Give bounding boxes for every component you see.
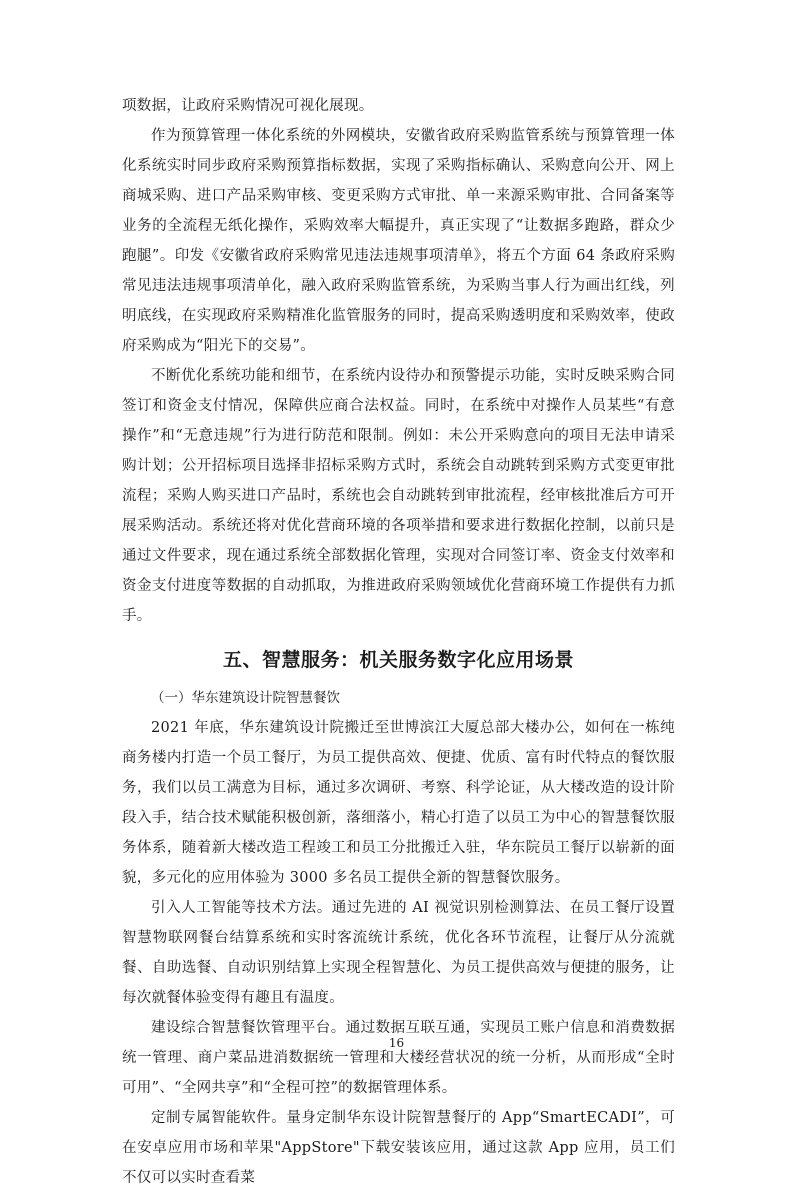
subsection-heading: （一）华东建筑设计院智慧餐饮 — [151, 690, 340, 706]
paragraph-system-optimization: 不断优化系统功能和细节，在系统内设待办和预警提示功能，实时反映采购合同签订和资金支付情况，保障供应商合法权益。同时，在系统中对操作人员某些“有意操作”和“无意违规”行为进行防范和限制。例如：未公开采购意向的项目无法申请采购计划；公开招标项目选择非招标采购方式时，系统会自动跳转到采购方式变更审批流程；采购人购买进口产品时，系统也会自动跳转到审批流程，经审核批准后方可开展采购活动。系统还将对优化营商环境的各项举措和要求进行数据化控制，以前只是通过文件要求，现在通过系统全部数据化管理，实现对合同签订率、资金支付效率和资金支付进度等数据的自动抓取，为推进政府采购领域优化营商环境工作提供有力抓手。 — [122, 368, 675, 624]
section-heading: 五、智慧服务：机关服务数字化应用场景 — [222, 649, 574, 671]
page-number: 16 — [388, 1036, 405, 1050]
paragraph-ai-methods: 引入人工智能等技术方法。通过先进的 AI 视觉识别检测算法、在员工餐厅设置智慧物联网餐台结算系统和实时客流统计系统，优化各环节流程，让餐厅从分流就餐、自助选餐、自动识别结算上实现全程智慧化、为员工提供高效与便捷的服务，让每次就餐体验变得有趣且有温度。 — [122, 900, 675, 1006]
paragraph-custom-app: 定制专属智能软件。量身定制华东设计院智慧餐厅的 App“SmartECADI”，可在安卓应用市场和苹果"AppStore"下载安装该应用，通过这款 App 应用，员工们不仅可以实时查看菜 — [122, 1110, 675, 1186]
paragraph-continuation: 项数据，让政府采购情况可视化展现。 — [122, 98, 374, 114]
page-content — [122, 91, 675, 1193]
paragraph-management-platform: 建设综合智慧餐饮管理平台。通过数据互联互通，实现员工账户信息和消费数据统一管理、商户菜品进消数据统一管理和大楼经营状况的统一分析，从而形成“全时可用”、“全网共享”和“全程可控”的数据管理体系。 — [122, 1020, 675, 1096]
paragraph-procurement-system: 作为预算管理一体化系统的外网模块，安徽省政府采购监管系统与预算管理一体化系统实时同步政府采购预算指标数据，实现了采购指标确认、采购意向公开、网上商城采购、进口产品采购审核、变更采购方式审批、单一来源采购审批、合同备案等业务的全流程无纸化操作，采购效率大幅提升，真正实现了“让数据多跑路，群众少跑腿”。印发《安徽省政府采购常见违法违规事项清单》，将五个方面 64 条政府采购常见违法违规事项清单化，融入政府采购监管系统，为采购当事人行为画出红线，列明底线，在实现政府采购精准化监管服务的同时，提高采购透明度和采购效率，使政府采购成为“阳光下的交易”。 — [122, 128, 675, 354]
paragraph-relocation: 2021 年底，华东建筑设计院搬迁至世博滨江大厦总部大楼办公，如何在一栋纯商务楼内打造一个员工餐厅，为员工提供高效、便捷、优质、富有时代特点的餐饮服务，我们以员工满意为目标，通过多次调研、考察、科学论证，从大楼改造的设计阶段入手，结合技术赋能积极创新，落细落小，精心打造了以员工为中心的智慧餐饮服务体系，随着新大楼改造工程竣工和员工分批搬迁入驻，华东院员工餐厅以崭新的面貌，多元化的应用体验为 3000 多名员工提供全新的智慧餐饮服务。 — [122, 720, 675, 886]
